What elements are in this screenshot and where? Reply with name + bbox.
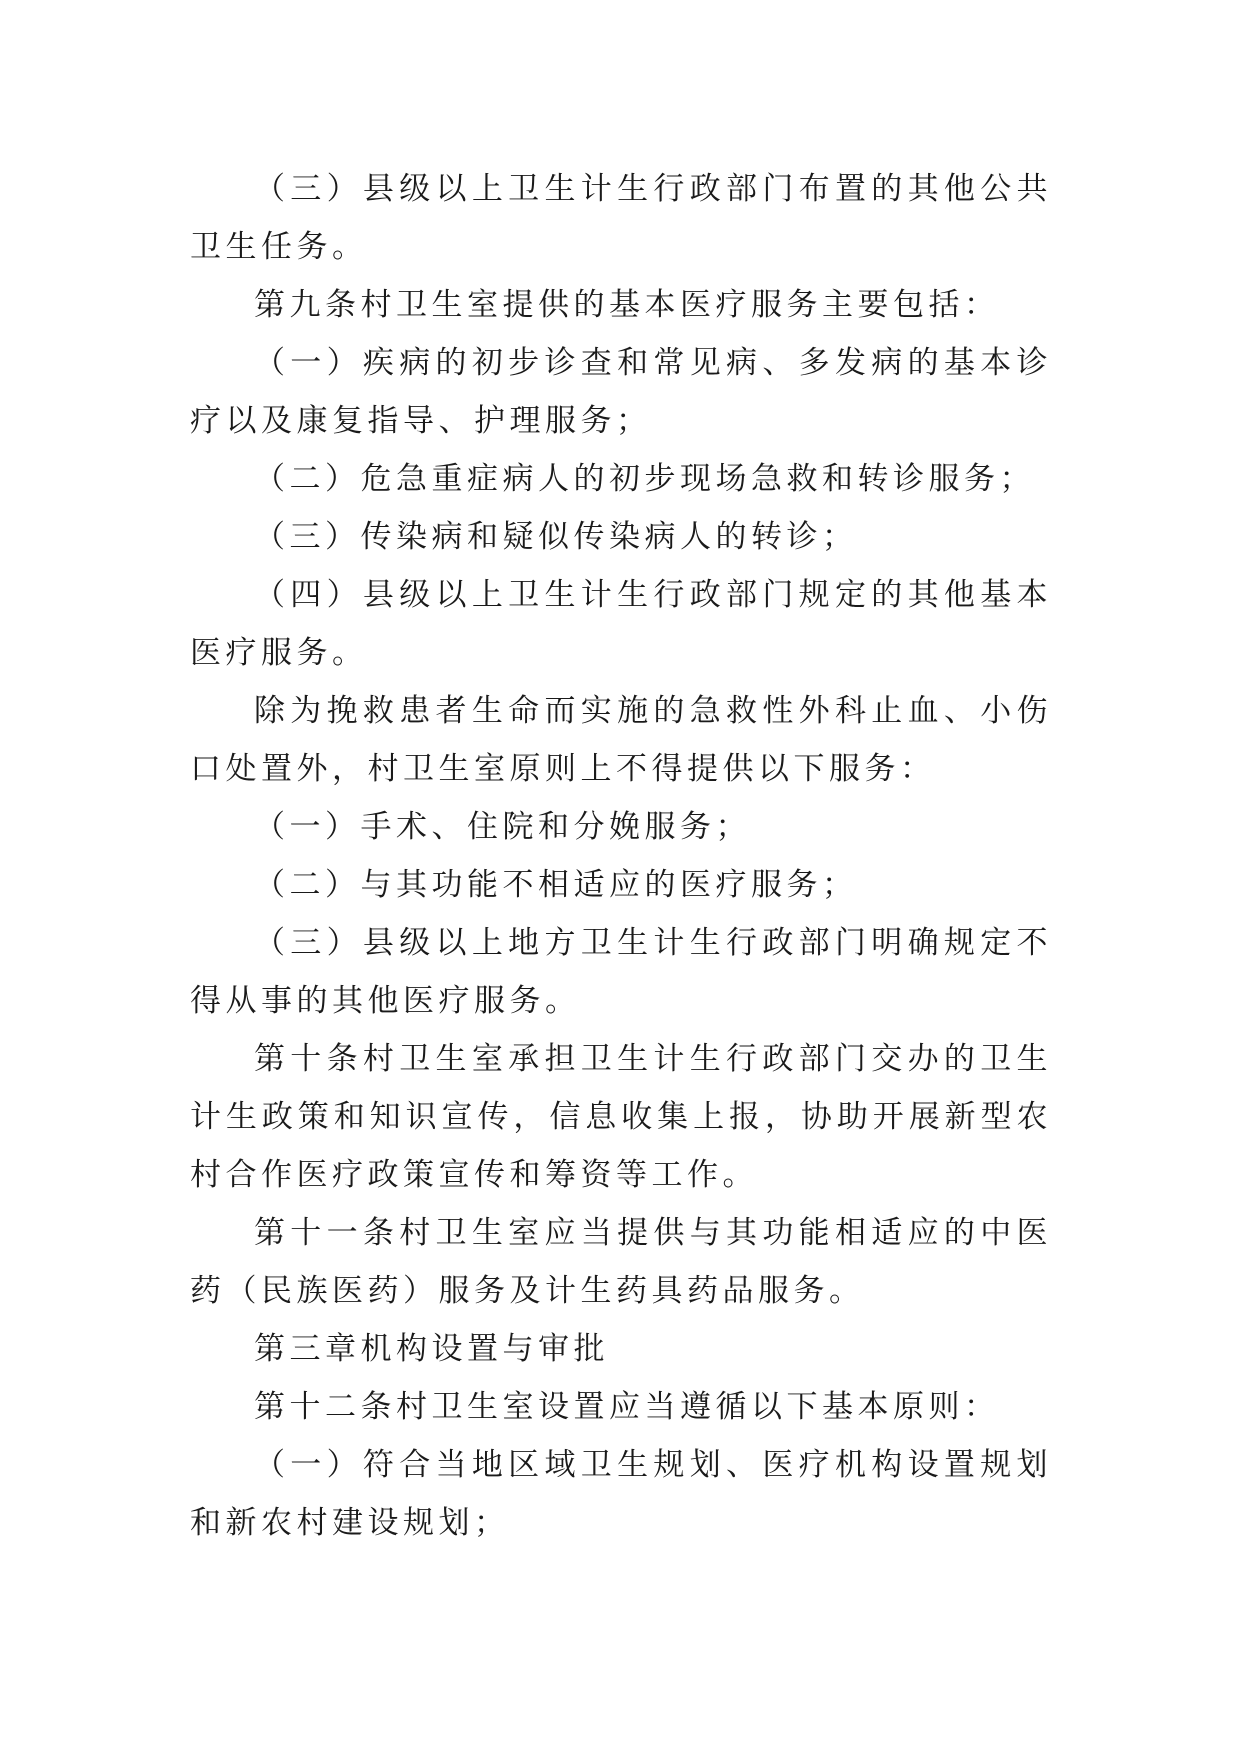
article-12-item-1: （一）符合当地区域卫生规划、医疗机构设置规划和新农村建设规划； [190,1447,1052,1541]
article-9-heading: 第九条村卫生室提供的基本医疗服务主要包括： [254,287,1000,323]
chapter-3-heading: 第三章机构设置与审批 [254,1331,609,1367]
article-9-item-4: （四）县级以上卫生计生行政部门规定的其他基本医疗服务。 [190,577,1052,671]
article-10: 第十条村卫生室承担卫生计生行政部门交办的卫生计生政策和知识宣传，信息收集上报，协助开展新型农村合作医疗政策宣传和筹资等工作。 [190,1041,1052,1193]
article-11: 第十一条村卫生室应当提供与其功能相适应的中医药（民族医药）服务及计生药具药品服务。 [190,1215,1052,1309]
article-9-item-3: （三）传染病和疑似传染病人的转诊； [254,519,858,555]
document-body [190,160,1052,1552]
article-9-item-1: （一）疾病的初步诊查和常见病、多发病的基本诊疗以及康复指导、护理服务； [190,345,1052,439]
article-12-heading: 第十二条村卫生室设置应当遵循以下基本原则： [254,1389,1000,1425]
restricted-services-item-1: （一）手术、住院和分娩服务； [254,809,751,845]
restricted-services-intro: 除为挽救患者生命而实施的急救性外科止血、小伤口处置外，村卫生室原则上不得提供以下服务： [190,693,1052,787]
article-9-item-2: （二）危急重症病人的初步现场急救和转诊服务； [254,461,1035,497]
paragraph-item-3-public-health-tasks: （三）县级以上卫生计生行政部门布置的其他公共卫生任务。 [190,171,1052,265]
restricted-services-item-2: （二）与其功能不相适应的医疗服务； [254,867,858,903]
restricted-services-item-3: （三）县级以上地方卫生计生行政部门明确规定不得从事的其他医疗服务。 [190,925,1052,1019]
